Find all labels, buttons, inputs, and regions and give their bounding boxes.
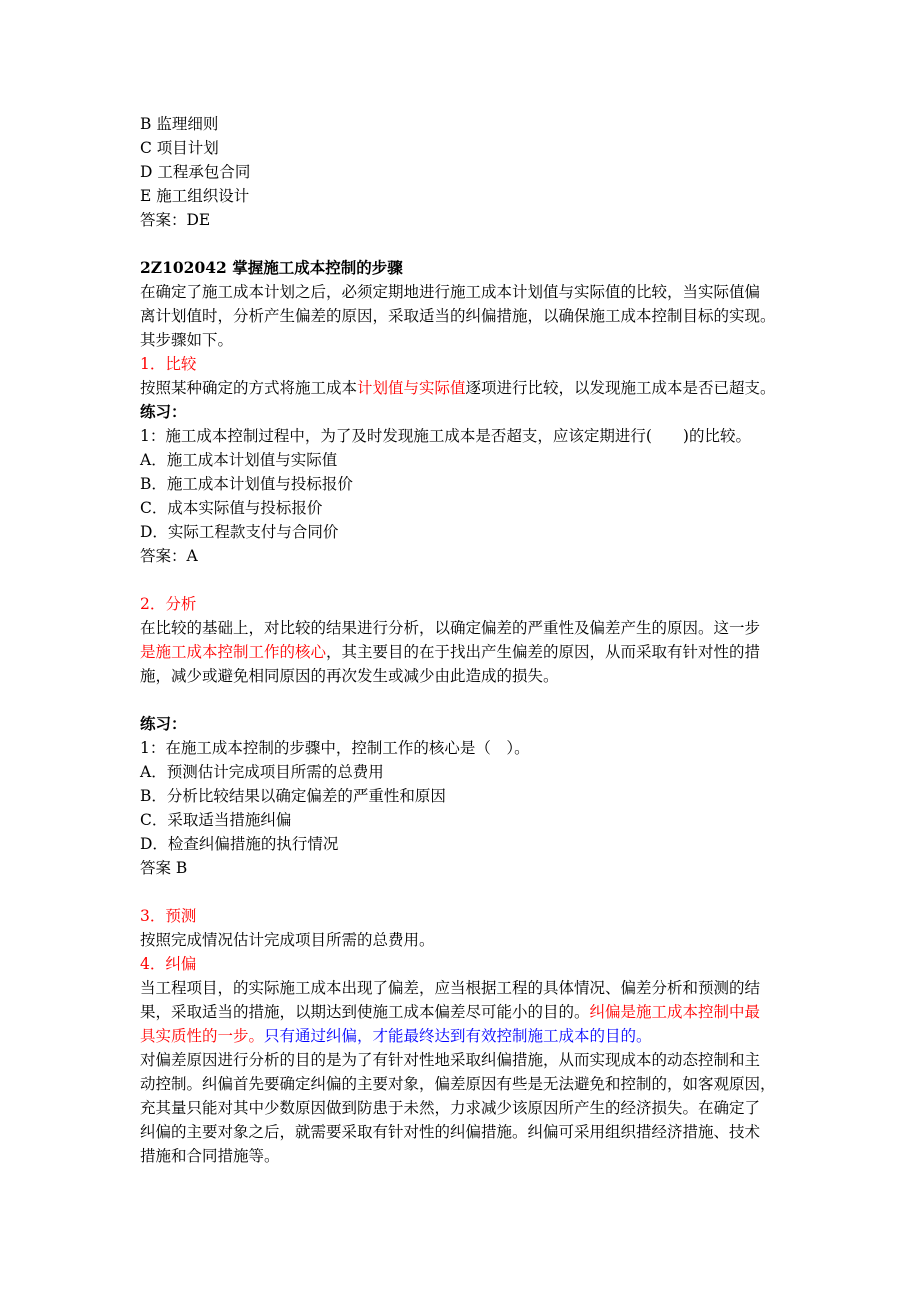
step4-para2-line: 措施和合同措施等。 <box>140 1147 280 1165</box>
spacer <box>140 568 800 592</box>
step3-title: 3．预测 <box>140 907 197 925</box>
step4-para2-line: 对偏差原因进行分析的目的是为了有针对性地采取纠偏措施，从而实现成本的动态控制和主 <box>140 1051 761 1069</box>
option-b: B 监理细则 <box>140 115 219 133</box>
step1-option-a: A．施工成本计划值与实际值 <box>140 451 338 469</box>
step4-line3 <box>140 1024 800 1048</box>
step1-option-b: B．施工成本计划值与投标报价 <box>140 475 353 493</box>
step4-para2-line: 纠偏的主要对象之后，就需要采取有针对性的纠偏措施。纠偏可采用组织措经济措施、技术 <box>140 1123 761 1141</box>
option-e: E 施工组织设计 <box>140 187 250 205</box>
step2-option-c: C．采取适当措施纠偏 <box>140 811 292 829</box>
step3-text: 按照完成情况估计完成项目所需的总费用。 <box>140 931 435 949</box>
step4-line3-blue: 只有通过纠偏，才能最终达到有效控制施工成本的目的。 <box>264 1027 652 1045</box>
step2-option-b: B．分析比较结果以确定偏差的严重性和原因 <box>140 787 446 805</box>
intro-line: 其步骤如下。 <box>140 331 234 349</box>
spacer <box>140 880 800 904</box>
intro-line: 离计划值时，分析产生偏差的原因，采取适当的纠偏措施，以确保施工成本控制目标的实现。 <box>140 307 776 325</box>
step2-question: 1：在施工成本控制的步骤中，控制工作的核心是（ ）。 <box>140 739 530 757</box>
step2-line2-rest: ，其主要目的在于找出产生偏差的原因，从而采取有针对性的措 <box>326 643 761 661</box>
step1-answer: 答案：A <box>140 547 198 565</box>
step1-title: 1．比较 <box>140 355 197 373</box>
step4-title: 4．纠偏 <box>140 955 197 973</box>
spacer <box>140 232 800 256</box>
step4-line3-red: 具实质性的一步。 <box>140 1027 265 1045</box>
step1-option-d: D．实际工程款支付与合同价 <box>140 523 339 541</box>
step1-text-after: 逐项进行比较，以发现施工成本是否已超支。 <box>465 379 776 397</box>
top-answer: 答案：DE <box>140 211 211 229</box>
step4-line2-plain: 果，采取适当的措施，以期达到使施工成本偏差尽可能小的目的。 <box>140 1003 590 1021</box>
step2-title: 2．分析 <box>140 595 197 613</box>
step2-line3: 施，减少或避免相同原因的再次发生或减少由此造成的损失。 <box>140 667 559 685</box>
step1-text-before: 按照某种确定的方式将施工成本 <box>140 379 358 397</box>
step1-text-highlight: 计划值与实际值 <box>357 379 466 397</box>
step1-text <box>140 376 800 400</box>
step2-line2-highlight: 是施工成本控制工作的核心 <box>140 643 327 661</box>
step2-answer: 答案 B <box>140 859 188 877</box>
document-page <box>140 112 800 1168</box>
step4-line1: 当工程项目，的实际施工成本出现了偏差，应当根据工程的具体情况、偏差分析和预测的结 <box>140 979 761 997</box>
step2-option-a: A．预测估计完成项目所需的总费用 <box>140 763 384 781</box>
spacer <box>140 688 800 712</box>
step1-question: 1：施工成本控制过程中，为了及时发现施工成本是否超支，应该定期进行( )的比较。 <box>140 427 751 445</box>
step4-para2-line: 充其量只能对其中少数原因做到防患于未然，力求减少该原因所产生的经济损失。在确定了 <box>140 1099 761 1117</box>
intro-line: 在确定了施工成本计划之后，必须定期地进行施工成本计划值与实际值的比较，当实际值偏 <box>140 283 761 301</box>
step4-line2-red: 纠偏是施工成本控制中最 <box>589 1003 761 1021</box>
step2-option-d: D．检查纠偏措施的执行情况 <box>140 835 339 853</box>
option-c: C 项目计划 <box>140 139 219 157</box>
step4-para2-line: 动控制。纠偏首先要确定纠偏的主要对象，偏差原因有些是无法避免和控制的，如客观原因， <box>140 1075 776 1093</box>
step2-line1: 在比较的基础上，对比较的结果进行分析，以确定偏差的严重性及偏差产生的原因。这一步 <box>140 619 761 637</box>
step1-option-c: C．成本实际值与投标报价 <box>140 499 323 517</box>
step2-line2 <box>140 640 800 664</box>
section-heading: 2Z102042 掌握施工成本控制的步骤 <box>140 258 403 277</box>
option-d: D 工程承包合同 <box>140 163 251 181</box>
step2-practice-label: 练习： <box>140 714 187 733</box>
step1-practice-label: 练习： <box>140 402 187 421</box>
step4-line2 <box>140 1000 800 1024</box>
